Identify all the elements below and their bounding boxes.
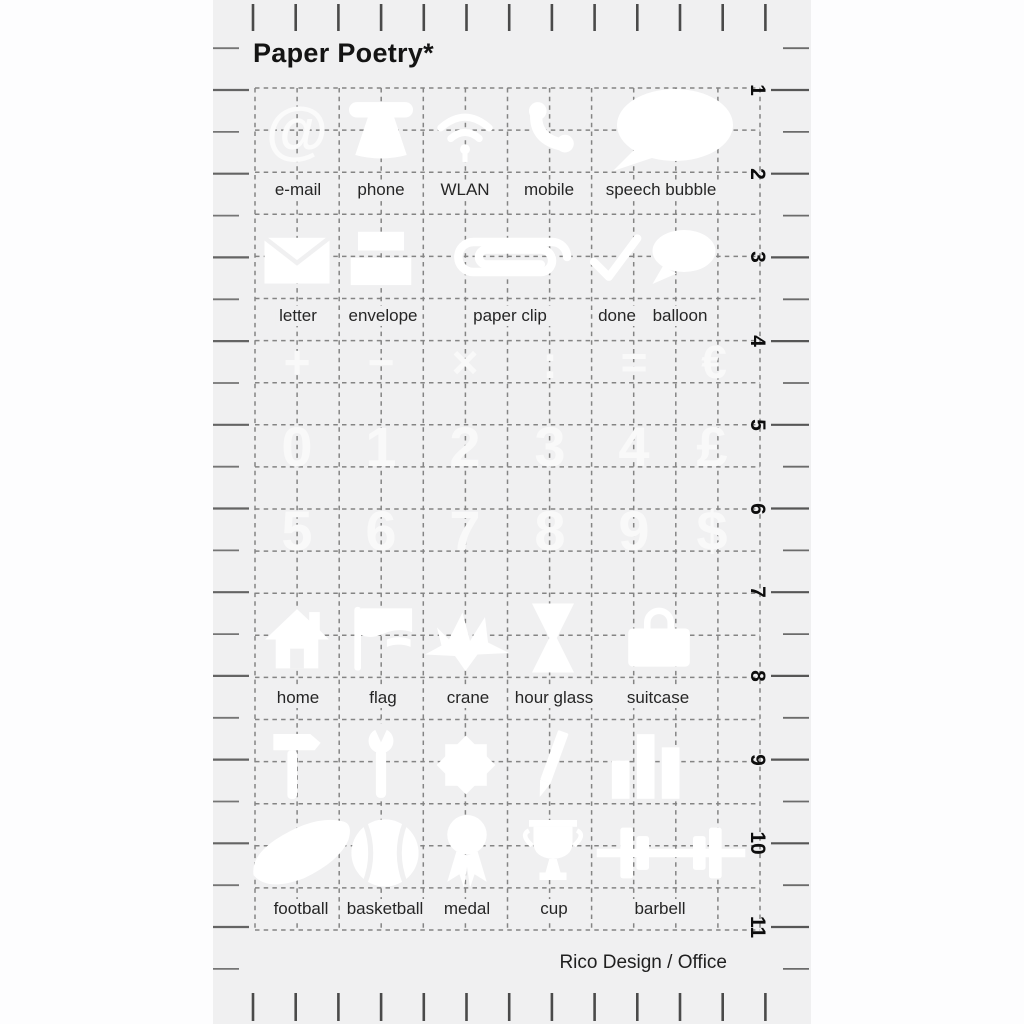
- digit-8-cell: [534, 499, 566, 562]
- multiply-symbol-cell: [451, 336, 479, 388]
- hammer-cell: [263, 725, 331, 805]
- phone-icon: [344, 98, 418, 162]
- wifi-cell: [428, 98, 502, 162]
- digit-9-cell: [618, 499, 650, 562]
- digit-1-icon: 1: [365, 415, 397, 478]
- dollar-symbol-cell: [696, 499, 728, 562]
- balloon-cell: [643, 227, 719, 287]
- crane-cell: [422, 602, 512, 674]
- digit-7-icon: 7: [449, 499, 481, 562]
- cup-icon: [517, 815, 589, 891]
- football-cell: [249, 817, 353, 889]
- basketball-label: basketball: [343, 899, 428, 919]
- check-label: done: [594, 306, 640, 326]
- paper-clip-label: paper clip: [469, 306, 551, 326]
- ruler-number: 1: [746, 84, 769, 96]
- ruler-number: 11: [746, 915, 769, 939]
- pound-symbol-cell: [696, 415, 728, 478]
- ruler-number: 6: [746, 502, 769, 515]
- medal-icon: [436, 812, 498, 894]
- suitcase-label: suitcase: [623, 688, 693, 708]
- letter-icon: [260, 226, 334, 288]
- envelope-label: envelope: [344, 306, 421, 326]
- digit-7-cell: [449, 499, 481, 562]
- wrench-icon: [351, 723, 411, 807]
- digit-5-cell: [281, 499, 313, 562]
- cup-cell: [517, 815, 589, 891]
- footer-credit: Rico Design / Office: [559, 952, 727, 973]
- hourglass-icon: [523, 598, 583, 678]
- check-icon: [584, 229, 646, 285]
- euro-symbol-cell: [701, 336, 727, 388]
- speech-bubble-icon: [603, 87, 737, 173]
- digit-3-icon: 3: [534, 415, 566, 478]
- barbell-cell: [595, 822, 747, 884]
- digit-2-icon: 2: [449, 415, 481, 478]
- multiply-symbol-icon: ×: [451, 336, 479, 388]
- handset-cell: [516, 96, 584, 164]
- pencil-icon: [520, 723, 582, 807]
- football-label: football: [270, 899, 333, 919]
- wrench-cell: [351, 723, 411, 807]
- digit-5-icon: 5: [281, 499, 313, 562]
- hourglass-cell: [523, 598, 583, 678]
- ruler-number: 8: [746, 670, 769, 682]
- wifi-label: WLAN: [436, 180, 493, 200]
- at-sign-icon: @: [265, 94, 329, 166]
- cup-label: cup: [536, 899, 571, 919]
- flag-cell: [344, 599, 418, 677]
- paper-clip-cell: [437, 227, 579, 287]
- ruler-number: 7: [746, 586, 769, 599]
- pencil-cell: [520, 723, 582, 807]
- handset-icon: [516, 96, 584, 164]
- ruler-number: 3: [746, 251, 769, 264]
- bar-chart-cell: [606, 727, 700, 803]
- home-cell: [259, 600, 335, 676]
- ruler-number: 5: [746, 418, 769, 431]
- check-cell: [584, 229, 646, 285]
- at-sign-label: e-mail: [271, 180, 325, 200]
- digit-1-cell: [365, 415, 397, 478]
- crane-label: crane: [443, 688, 494, 708]
- flag-icon: [344, 599, 418, 677]
- brand-title: Paper Poetry*: [253, 38, 434, 68]
- divide-symbol-icon: :: [542, 336, 558, 388]
- phone-label: phone: [353, 180, 408, 200]
- digit-6-cell: [365, 499, 397, 562]
- envelope-cell: [345, 226, 417, 288]
- football-icon: [249, 817, 353, 889]
- medal-label: medal: [440, 899, 494, 919]
- speech-bubble-cell: [603, 87, 737, 173]
- digit-8-icon: 8: [534, 499, 566, 562]
- gear-cell: [426, 725, 506, 805]
- basketball-cell: [343, 811, 427, 895]
- digit-3-cell: [534, 415, 566, 478]
- minus-symbol-cell: [367, 336, 395, 388]
- letter-cell: [260, 226, 334, 288]
- home-icon: [259, 600, 335, 676]
- crane-icon: [422, 602, 512, 674]
- euro-symbol-icon: €: [701, 336, 727, 388]
- digit-4-cell: [618, 415, 650, 478]
- home-label: home: [273, 688, 324, 708]
- minus-symbol-icon: −: [367, 336, 395, 388]
- hourglass-label: hour glass: [511, 688, 597, 708]
- barbell-icon: [595, 822, 747, 884]
- digit-2-cell: [449, 415, 481, 478]
- plus-symbol-icon: +: [283, 336, 311, 388]
- paper-clip-icon: [437, 227, 579, 287]
- ruler-number: 9: [746, 753, 769, 766]
- equals-symbol-icon: =: [620, 336, 648, 388]
- basketball-icon: [343, 811, 427, 895]
- equals-symbol-cell: [620, 336, 648, 388]
- at-sign-cell: [265, 94, 329, 166]
- digit-6-icon: 6: [365, 499, 397, 562]
- ruler-number: 10: [746, 831, 769, 855]
- envelope-icon: [345, 226, 417, 288]
- dollar-symbol-icon: $: [696, 499, 728, 562]
- bar-chart-icon: [606, 727, 700, 803]
- phone-cell: [344, 98, 418, 162]
- medal-cell: [436, 812, 498, 894]
- divide-symbol-cell: [542, 336, 558, 388]
- suitcase-icon: [620, 605, 698, 671]
- wifi-icon: [428, 98, 502, 162]
- digit-0-icon: 0: [281, 415, 313, 478]
- pound-symbol-icon: £: [696, 415, 728, 478]
- handset-label: mobile: [520, 180, 578, 200]
- suitcase-cell: [620, 605, 698, 671]
- ruler-number: 4: [746, 335, 769, 347]
- letter-label: letter: [275, 306, 321, 326]
- ruler-number: 2: [746, 167, 769, 180]
- digit-4-icon: 4: [618, 415, 650, 478]
- gear-icon: [426, 725, 506, 805]
- stencil-sheet: [213, 0, 811, 1024]
- digit-9-icon: 9: [618, 499, 650, 562]
- flag-label: flag: [365, 688, 400, 708]
- digit-0-cell: [281, 415, 313, 478]
- speech-bubble-label: speech bubble: [602, 180, 721, 200]
- balloon-label: balloon: [649, 306, 712, 326]
- hammer-icon: [263, 725, 331, 805]
- barbell-label: barbell: [630, 899, 689, 919]
- plus-symbol-cell: [283, 336, 311, 388]
- balloon-icon: [643, 227, 719, 287]
